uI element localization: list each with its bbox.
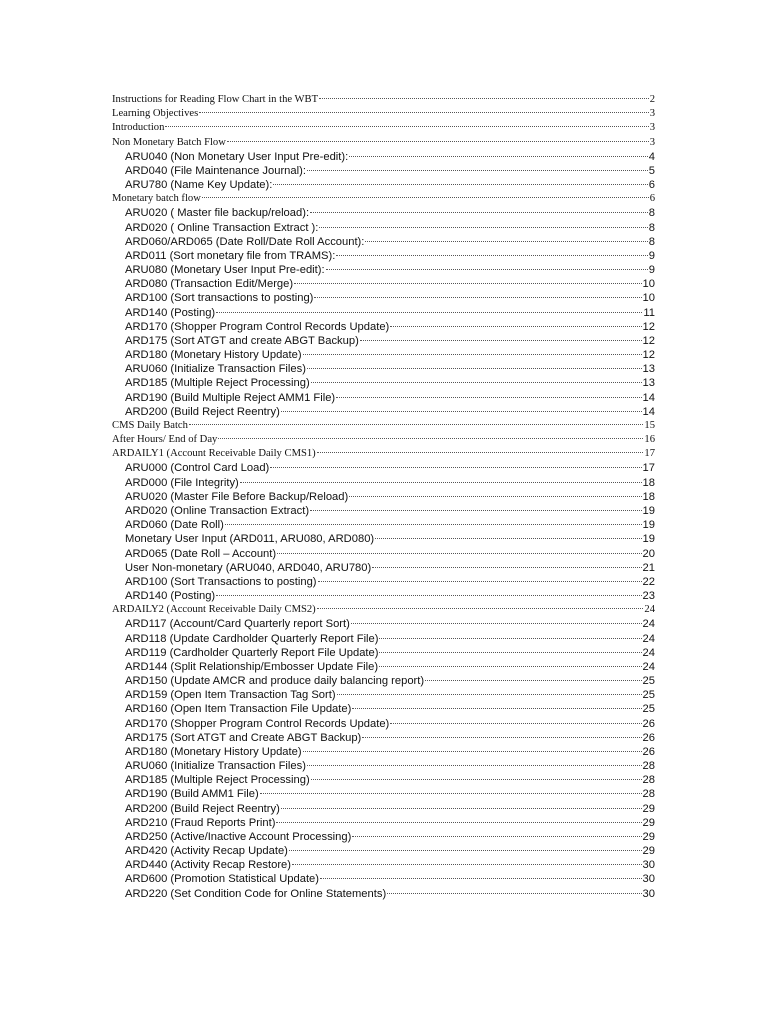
toc-dot-leader [289,849,642,851]
toc-entry-title: ARD080 (Transaction Edit/Merge) [125,278,294,291]
toc-entry-title: ARD118 (Update Cardholder Quarterly Report File) [125,632,379,645]
toc-dot-leader [379,637,641,639]
toc-entry-title: ARDAILY2 (Account Receivable Daily CMS2) [112,604,316,616]
toc-entry[interactable] [112,830,655,844]
toc-entry[interactable] [112,93,655,107]
toc-entry[interactable] [112,702,655,716]
toc-entry[interactable] [112,235,655,249]
toc-entry[interactable] [112,150,655,164]
toc-entry-title: ARU000 (Control Card Load) [125,462,270,475]
toc-entry-page-number: 24 [642,646,655,659]
toc-entry-page-number: 10 [642,278,655,291]
toc-entry-title: Instructions for Reading Flow Chart in the WBT [112,94,319,105]
toc-dot-leader [270,466,641,468]
toc-entry-page-number: 11 [643,306,655,319]
toc-dot-leader [352,707,641,709]
toc-entry-page-number: 26 [642,745,655,758]
toc-entry-title: ARD600 (Promotion Statistical Update) [125,873,320,886]
toc-entry[interactable] [112,447,655,461]
toc-entry-title: ARD060/ARD065 (Date Roll/Date Roll Account): [125,235,365,248]
toc-entry-page-number: 21 [642,561,655,574]
toc-entry-page-number: 8 [648,221,655,234]
toc-entry-title: ARD200 (Build Reject Reentry) [125,405,280,418]
toc-entry-page-number: 20 [642,547,655,560]
toc-entry-page-number: 13 [642,363,655,376]
toc-entry-page-number: 24 [642,660,655,673]
toc-dot-leader [326,268,648,270]
toc-entry-page-number: 29 [642,816,655,829]
toc-entry-page-number: 8 [648,235,655,248]
toc-entry[interactable] [112,518,655,532]
toc-entry[interactable] [112,561,655,575]
toc-entry-title: ARD011 (Sort monetary file from TRAMS): [125,249,336,262]
toc-entry[interactable] [112,532,655,546]
toc-entry-title: CMS Daily Batch [112,419,188,431]
toc-entry-page-number: 8 [648,207,655,220]
toc-entry-title: ARD180 (Monetary History Update) [125,745,302,758]
toc-entry[interactable] [112,802,655,816]
toc-entry-title: ARD020 ( Online Transaction Extract ): [125,221,319,234]
toc-entry-title: ARD065 (Date Roll – Account) [125,547,277,560]
toc-entry[interactable] [112,136,655,150]
toc-dot-leader [390,325,641,327]
toc-entry-title: ARD150 (Update AMCR and produce daily balancing report) [125,675,425,688]
toc-entry-page-number: 28 [642,788,655,801]
toc-entry-title: ARU060 (Initialize Transaction Files) [125,760,306,773]
toc-dot-leader [273,183,647,185]
toc-entry-title: ARU020 ( Master file backup/reload): [125,207,310,220]
toc-entry[interactable] [112,164,655,178]
toc-entry[interactable] [112,646,655,660]
toc-entry[interactable] [112,433,655,447]
toc-entry-title: ARU040 (Non Monetary User Input Pre-edit): [125,150,349,163]
toc-entry-page-number: 22 [642,575,655,588]
toc-entry-title: ARD040 (File Maintenance Journal): [125,164,306,177]
toc-entry-page-number: 26 [642,717,655,730]
toc-entry[interactable] [112,787,655,801]
toc-entry-page-number: 3 [649,136,655,148]
toc-dot-leader [351,622,642,624]
toc-entry-title: ARD144 (Split Relationship/Embosser Update File) [125,660,379,673]
toc-entry-title: ARD140 (Posting) [125,590,216,603]
toc-entry[interactable] [112,221,655,235]
toc-dot-leader [319,226,647,228]
toc-dot-leader [281,410,642,412]
toc-dot-leader [216,311,642,313]
toc-entry[interactable] [112,263,655,277]
toc-dot-leader [314,296,641,298]
toc-entry-page-number: 17 [644,448,655,460]
toc-entry-title: ARD220 (Set Condition Code for Online Statements) [125,887,387,900]
toc-entry-page-number: 10 [642,292,655,305]
toc-entry-page-number: 12 [642,334,655,347]
toc-entry-page-number: 5 [648,164,655,177]
toc-entry-title: ARD140 (Posting) [125,306,216,319]
toc-entry-page-number: 24 [644,604,655,616]
toc-dot-leader [317,451,644,453]
toc-dot-leader [281,807,642,809]
toc-entry-title: ARD060 (Date Roll) [125,519,224,532]
toc-entry-page-number: 14 [642,405,655,418]
toc-entry[interactable] [112,844,655,858]
toc-dot-leader [387,892,641,894]
toc-entry[interactable] [112,575,655,589]
toc-entry-page-number: 15 [644,419,655,431]
toc-entry[interactable] [112,291,655,305]
toc-entry[interactable] [112,547,655,561]
toc-entry[interactable] [112,121,655,135]
toc-entry-page-number: 19 [642,533,655,546]
toc-entry-title: ARD185 (Multiple Reject Processing) [125,774,310,787]
toc-entry-title: ARD160 (Open Item Transaction File Update) [125,703,352,716]
toc-entry-title: ARU020 (Master File Before Backup/Reload) [125,490,349,503]
toc-entry-page-number: 28 [642,760,655,773]
toc-entry-page-number: 3 [649,108,655,120]
toc-entry[interactable] [112,348,655,362]
toc-dot-leader [310,509,642,511]
toc-entry-page-number: 26 [642,731,655,744]
toc-dot-leader [189,423,643,425]
toc-dot-leader [390,722,641,724]
toc-dot-leader [372,566,641,568]
toc-dot-leader [303,353,642,355]
toc-entry[interactable] [112,603,655,617]
toc-dot-leader [218,437,643,439]
toc-entry-title: ARDAILY1 (Account Receivable Daily CMS1) [112,448,316,460]
toc-dot-leader [379,665,641,667]
toc-entry-page-number: 25 [642,703,655,716]
toc-entry-page-number: 24 [642,632,655,645]
toc-entry[interactable] [112,887,655,901]
toc-entry-title: User Non-monetary (ARU040, ARD040, ARU780) [125,561,372,574]
toc-entry[interactable] [112,490,655,504]
toc-entry-title: ARD100 (Sort Transactions to posting) [125,575,317,588]
toc-entry[interactable] [112,405,655,419]
toc-dot-leader [336,396,641,398]
toc-entry[interactable] [112,320,655,334]
toc-entry[interactable] [112,206,655,220]
toc-entry-page-number: 16 [644,434,655,446]
toc-entry-page-number: 30 [642,873,655,886]
toc-dot-leader [311,778,642,780]
toc-entry[interactable] [112,334,655,348]
toc-entry[interactable] [112,362,655,376]
toc-dot-leader [362,736,641,738]
toc-dot-leader [337,693,642,695]
toc-entry-page-number: 17 [642,462,655,475]
toc-entry-page-number: 23 [642,590,655,603]
toc-entry-title: ARD210 (Fraud Reports Print) [125,816,276,829]
toc-entry-page-number: 2 [649,94,655,105]
toc-entry[interactable] [112,745,655,759]
toc-entry-title: ARD190 (Build AMM1 File) [125,788,259,801]
toc-entry[interactable] [112,688,655,702]
toc-entry-title: ARD119 (Cardholder Quarterly Report File Update) [125,646,379,659]
toc-entry-page-number: 4 [648,150,655,163]
toc-entry[interactable] [112,376,655,390]
toc-dot-leader [227,140,649,142]
toc-entry-title: ARU060 (Initialize Transaction Files) [125,363,306,376]
toc-entry[interactable] [112,192,655,206]
toc-dot-leader [260,792,642,794]
toc-dot-leader [360,339,642,341]
toc-dot-leader [307,764,642,766]
toc-entry[interactable] [112,306,655,320]
toc-entry-title: ARD020 (Online Transaction Extract) [125,504,310,517]
toc-entry-page-number: 29 [642,802,655,815]
toc-entry-title: ARD100 (Sort transactions to posting) [125,292,314,305]
toc-entry-page-number: 28 [642,774,655,787]
table-of-contents [112,93,655,901]
toc-dot-leader [294,282,641,284]
toc-entry[interactable] [112,731,655,745]
toc-dot-leader [202,196,649,198]
toc-entry-page-number: 13 [642,377,655,390]
toc-entry-title: After Hours/ End of Day [112,434,218,446]
toc-dot-leader [336,254,647,256]
toc-entry-title: ARD250 (Active/Inactive Account Processing) [125,830,352,843]
toc-entry-page-number: 14 [642,391,655,404]
toc-entry[interactable] [112,419,655,433]
toc-entry[interactable] [112,504,655,518]
toc-entry[interactable] [112,476,655,490]
toc-entry-title: ARD000 (File Integrity) [125,476,239,489]
toc-entry[interactable] [112,617,655,631]
toc-entry-title: ARD190 (Build Multiple Reject AMM1 File) [125,391,336,404]
toc-entry-title: ARD440 (Activity Recap Restore) [125,859,292,872]
toc-dot-leader [320,877,642,879]
toc-entry-page-number: 9 [648,264,655,277]
toc-entry-page-number: 19 [642,504,655,517]
toc-dot-leader [365,240,647,242]
toc-dot-leader [276,821,641,823]
toc-entry[interactable] [112,632,655,646]
toc-entry-page-number: 18 [642,490,655,503]
toc-entry-page-number: 24 [642,618,655,631]
toc-entry[interactable] [112,717,655,731]
toc-entry[interactable] [112,178,655,192]
toc-entry-title: Non Monetary Batch Flow [112,136,226,148]
toc-dot-leader [307,169,648,171]
toc-entry[interactable] [112,674,655,688]
toc-entry[interactable] [112,249,655,263]
toc-dot-leader [317,607,644,609]
toc-entry-page-number: 12 [642,320,655,333]
toc-entry-page-number: 29 [642,830,655,843]
toc-entry[interactable] [112,773,655,787]
toc-dot-leader [310,211,648,213]
toc-dot-leader [307,367,642,369]
toc-entry-title: ARD185 (Multiple Reject Processing) [125,377,310,390]
toc-entry-title: ARU080 (Monetary User Input Pre-edit): [125,264,325,277]
toc-entry-title: ARD175 (Sort ATGT and create ABGT Backup) [125,334,359,347]
toc-entry-title: ARU780 (Name Key Update): [125,179,273,192]
toc-entry[interactable] [112,391,655,405]
toc-entry-page-number: 18 [642,476,655,489]
toc-dot-leader [199,111,649,113]
toc-dot-leader [303,750,642,752]
toc-entry-title: ARD170 (Shopper Program Control Records Update) [125,717,390,730]
toc-dot-leader [311,381,642,383]
toc-dot-leader [349,155,648,157]
toc-entry-page-number: 6 [649,193,655,205]
toc-dot-leader [352,835,641,837]
toc-entry-title: ARD200 (Build Reject Reentry) [125,802,280,815]
toc-entry-page-number: 25 [642,689,655,702]
toc-entry[interactable] [112,759,655,773]
toc-entry-page-number: 12 [642,349,655,362]
toc-entry-page-number: 30 [642,887,655,900]
toc-entry[interactable] [112,816,655,830]
toc-dot-leader [318,580,642,582]
toc-entry-page-number: 29 [642,845,655,858]
toc-entry-title: ARD175 (Sort ATGT and Create ABGT Backup) [125,731,362,744]
toc-entry-title: Monetary User Input (ARD011, ARU080, ARD080) [125,533,375,546]
toc-entry-title: ARD170 (Shopper Program Control Records Update) [125,320,390,333]
toc-entry[interactable] [112,277,655,291]
toc-dot-leader [165,125,648,127]
toc-entry[interactable] [112,872,655,886]
toc-entry-page-number: 19 [642,519,655,532]
toc-dot-leader [277,552,641,554]
toc-dot-leader [319,97,649,99]
toc-entry-title: ARD420 (Activity Recap Update) [125,845,288,858]
toc-dot-leader [425,679,641,681]
toc-entry[interactable] [112,858,655,872]
toc-entry[interactable] [112,107,655,121]
toc-entry-title: ARD117 (Account/Card Quarterly report Sort) [125,618,350,631]
toc-entry-title: Learning Objectives [112,108,199,120]
toc-dot-leader [379,651,641,653]
toc-dot-leader [349,495,641,497]
toc-entry-title: ARD180 (Monetary History Update) [125,349,302,362]
toc-dot-leader [225,523,642,525]
toc-dot-leader [375,537,641,539]
toc-entry-page-number: 30 [642,859,655,872]
toc-entry-page-number: 3 [649,122,655,134]
toc-entry-title: Monetary batch flow [112,193,201,205]
toc-entry-page-number: 6 [648,179,655,192]
toc-entry-page-number: 9 [648,249,655,262]
toc-dot-leader [292,863,642,865]
toc-entry-title: Introduction [112,122,165,134]
toc-entry-title: ARD159 (Open Item Transaction Tag Sort) [125,689,336,702]
toc-dot-leader [216,594,641,596]
toc-entry[interactable] [112,660,655,674]
toc-entry[interactable] [112,589,655,603]
toc-dot-leader [240,481,642,483]
toc-entry[interactable] [112,461,655,475]
toc-entry-page-number: 25 [642,675,655,688]
